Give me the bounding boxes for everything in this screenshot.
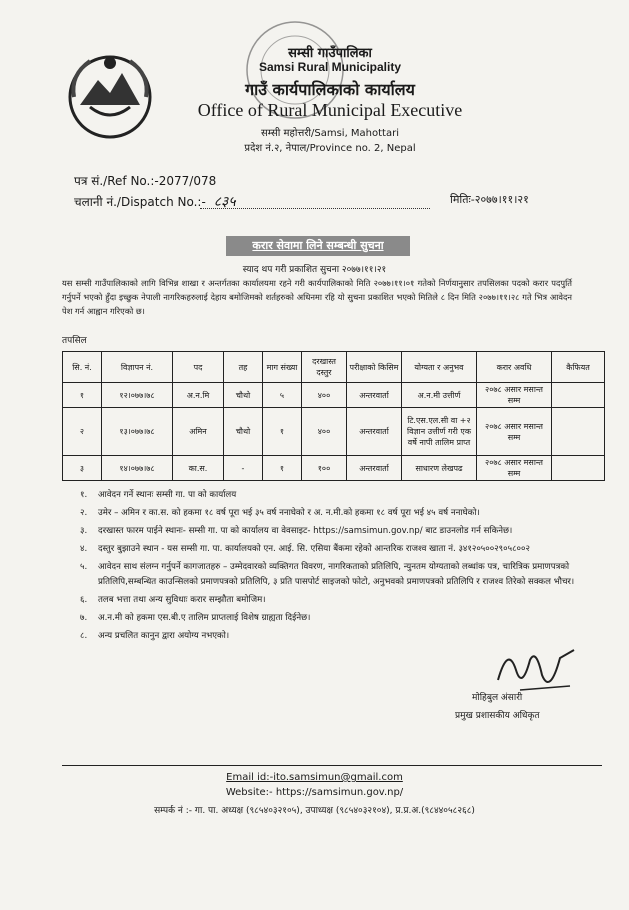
- table-cell: २०७८ असार मसान्त सम्म: [477, 456, 552, 481]
- table-cell: अन्तरवार्ता: [347, 383, 402, 408]
- table-cell: १३।०७७।७८: [102, 408, 173, 456]
- table-cell: १००: [302, 456, 347, 481]
- table-cell: अ.न.मि: [173, 383, 224, 408]
- list-text: आवेदन गर्ने स्थानः सम्सी गा. पा को कार्यालय: [98, 490, 237, 500]
- list-number: ६.: [80, 595, 88, 605]
- table-cell: अमिन: [173, 408, 224, 456]
- list-text: अ.न.मी को हकमा एस.बी.ए तालिम प्राप्तलाई विशेष ग्राह्यता दिईनेछ।: [98, 613, 311, 623]
- table-cell: १२।०७७।७८: [102, 383, 173, 408]
- table-cell: अन्तरवार्ता: [347, 456, 402, 481]
- notice-title: करार सेवामा लिने सम्बन्धी सुचना: [226, 236, 410, 256]
- col-header: दरखास्त दस्तुर: [302, 352, 347, 383]
- table-cell: ५: [263, 383, 302, 408]
- notice-paragraph: यस सम्सी गाउँपालिकाको लागि विभिन्न शाखा र अन्तर्गतका कार्यालयमा रहने गरी कार्यपालिकाको मिति २०७७।११।०१ गतेको निर्णयानुसार तपसिलका पदको करार पदपुर्ति गर्नुपर्ने भएको हुँदा इच्छुक नेपाली नागरिकहरुलाई देहाय बमोजिमको शर्तहरुको अधिनमा रहि यो सुचना प्रकाशित भएको मितिले ८ दिन मिति २०७७।११।२८ गते भित्र आवेदन पेश गर्न आह्वान गरिएको छ।: [62, 278, 572, 316]
- municipality-name-np: सम्सी गाउँपालिका: [288, 46, 372, 61]
- table-cell: का.स.: [173, 456, 224, 481]
- col-header: विज्ञापन नं.: [102, 352, 173, 383]
- municipality-name-en: Samsi Rural Municipality: [258, 60, 402, 74]
- table-cell: २: [63, 408, 102, 456]
- col-header: पद: [173, 352, 224, 383]
- list-text: दरखास्त फारम पाईने स्थानः- सम्सी गा. पा को कार्यालय वा वेवसाइट- https://samsimun.gov.np/ बाट डाउनलोड गर्न सकिनेछ।: [98, 526, 513, 536]
- dispatch-number: ८३५: [213, 194, 236, 210]
- office-name-en: Office of Rural Municipal Executive: [197, 100, 463, 120]
- dotted-divider: [200, 208, 430, 209]
- vacancy-table: [62, 351, 605, 481]
- col-header: सि. नं.: [63, 352, 102, 383]
- footer-divider: [62, 765, 602, 766]
- table-cell: १: [263, 456, 302, 481]
- table-cell: २०७८ असार मसान्त सम्म: [477, 383, 552, 408]
- list-number: १.: [80, 490, 88, 500]
- table-cell: ४००: [302, 408, 347, 456]
- nepal-emblem-icon: [60, 45, 160, 145]
- col-header: कैफियत: [552, 352, 605, 383]
- col-header: योग्यता र अनुभव: [402, 352, 477, 383]
- office-name-np: गाउँ कार्यपालिकाको कार्यालय: [245, 80, 415, 99]
- list-text: आवेदन साथ संलग्न गर्नुपर्ने कागजातहरु – उम्मेदवारको व्यक्तिगत विवरण, नागरिकताको प्रतिलिपि, न्युनतम योग्यताको लब्धांक पत्र, चारित्रिक प्रमाणपत्रको प्रतिलिपि,सम्बन्धित काउन्सिलको प्रमाणपत्रको प्रतिलिपि, ३ प्रति पासपोर्ट साइजको फोटो, अनुभवको प्रमाणपत्रको प्रतिलिपि र राजश्व तिरेको सक्कल भौचर।: [98, 562, 575, 587]
- col-header: परीक्षाको किसिम: [347, 352, 402, 383]
- table-cell: चौथो: [224, 383, 263, 408]
- list-number: ४.: [80, 544, 88, 554]
- list-number: ५.: [80, 562, 88, 572]
- col-header: करार अवधि: [477, 352, 552, 383]
- list-item: [80, 611, 580, 626]
- ref-number: पत्र सं./Ref No.:-2077/078: [74, 174, 217, 188]
- list-item: [80, 488, 580, 503]
- table-cell: टि.एस.एल.सी वा +२ विज्ञान उत्तीर्ण गरी एक वर्षे नापी तालिम प्राप्त: [402, 408, 477, 456]
- notice-date: मितिः-२०७७।११।२१: [450, 193, 529, 206]
- footer-email: Email id:-ito.samsimun@gmail.com: [226, 772, 403, 783]
- signatory-name: मोहिबुल अंसारी: [472, 693, 523, 703]
- table-cell: १४।०७७।७८: [102, 456, 173, 481]
- list-item: [80, 506, 580, 521]
- list-number: २.: [80, 508, 88, 518]
- conditions-list: [80, 488, 580, 647]
- list-item: [80, 593, 580, 608]
- table-cell: [552, 456, 605, 481]
- list-number: ७.: [80, 613, 88, 623]
- notice-subtitle: स्याद थप गरी प्रकाशित सुचना २०७७।११।२१: [242, 265, 387, 275]
- list-number: ८.: [80, 631, 88, 641]
- col-header: तह: [224, 352, 263, 383]
- details-heading: तपसिल: [62, 336, 87, 346]
- table-cell: १: [263, 408, 302, 456]
- list-text: उमेर – अमिन र का.स. को हकमा १८ वर्ष पूरा भई ३५ वर्ष ननाघेको र अ. न.मी.को हकमा १८ वर्ष पूरा भई ४५ वर्ष ननाघेको।: [98, 508, 480, 518]
- province-line: प्रदेश नं.२, नेपाल/Province no. 2, Nepal: [244, 143, 416, 154]
- table-cell: ४००: [302, 383, 347, 408]
- list-item: [80, 560, 580, 590]
- footer-contact: सम्पर्क नं :- गा. पा. अध्यक्ष (९८५४०३२१०५), उपाध्यक्ष (९८५४०३२१०४), प्र.प्र.अ.(९८४४०५८२६८): [154, 806, 475, 816]
- list-item: [80, 524, 580, 539]
- table-cell: १: [63, 383, 102, 408]
- table-cell: चौथो: [224, 408, 263, 456]
- table-cell: साधारण लेखपढ: [402, 456, 477, 481]
- signatory-title: प्रमुख प्रशासकीय अधिकृत: [455, 711, 540, 721]
- office-address: सम्सी महोत्तरी/Samsi, Mahottari: [260, 128, 399, 139]
- list-text: दस्तुर बुझाउने स्थान - यस सम्सी गा. पा. कार्यालयको एन. आई. सि. एसिया बैंकमा रहेको आन्तरिक राजश्व खाता नं. ३४१२०५००२९०५८००२: [98, 544, 530, 554]
- list-text: अन्य प्रचलित कानुन द्वारा अयोग्य नभएको।: [98, 631, 230, 641]
- table-cell: -: [224, 456, 263, 481]
- table-cell: ३: [63, 456, 102, 481]
- col-header: माग संख्या: [263, 352, 302, 383]
- list-text: तलब भत्ता तथा अन्य सुविधाः करार सम्झौता बमोजिम।: [98, 595, 266, 605]
- table-cell: २०७८ असार मसान्त सम्म: [477, 408, 552, 456]
- table-cell: अ.न.मी उत्तीर्ण: [402, 383, 477, 408]
- table-row: [63, 383, 605, 408]
- dispatch-label: चलानी नं./Dispatch No.:-: [74, 195, 206, 209]
- list-number: ३.: [80, 526, 88, 536]
- table-cell: [552, 408, 605, 456]
- table-header-row: [63, 352, 605, 383]
- table-row: [63, 408, 605, 456]
- footer-website: Website:- https://samsimun.gov.np/: [225, 787, 404, 798]
- list-item: [80, 542, 580, 557]
- table-row: [63, 456, 605, 481]
- table-cell: [552, 383, 605, 408]
- table-cell: अन्तरवार्ता: [347, 408, 402, 456]
